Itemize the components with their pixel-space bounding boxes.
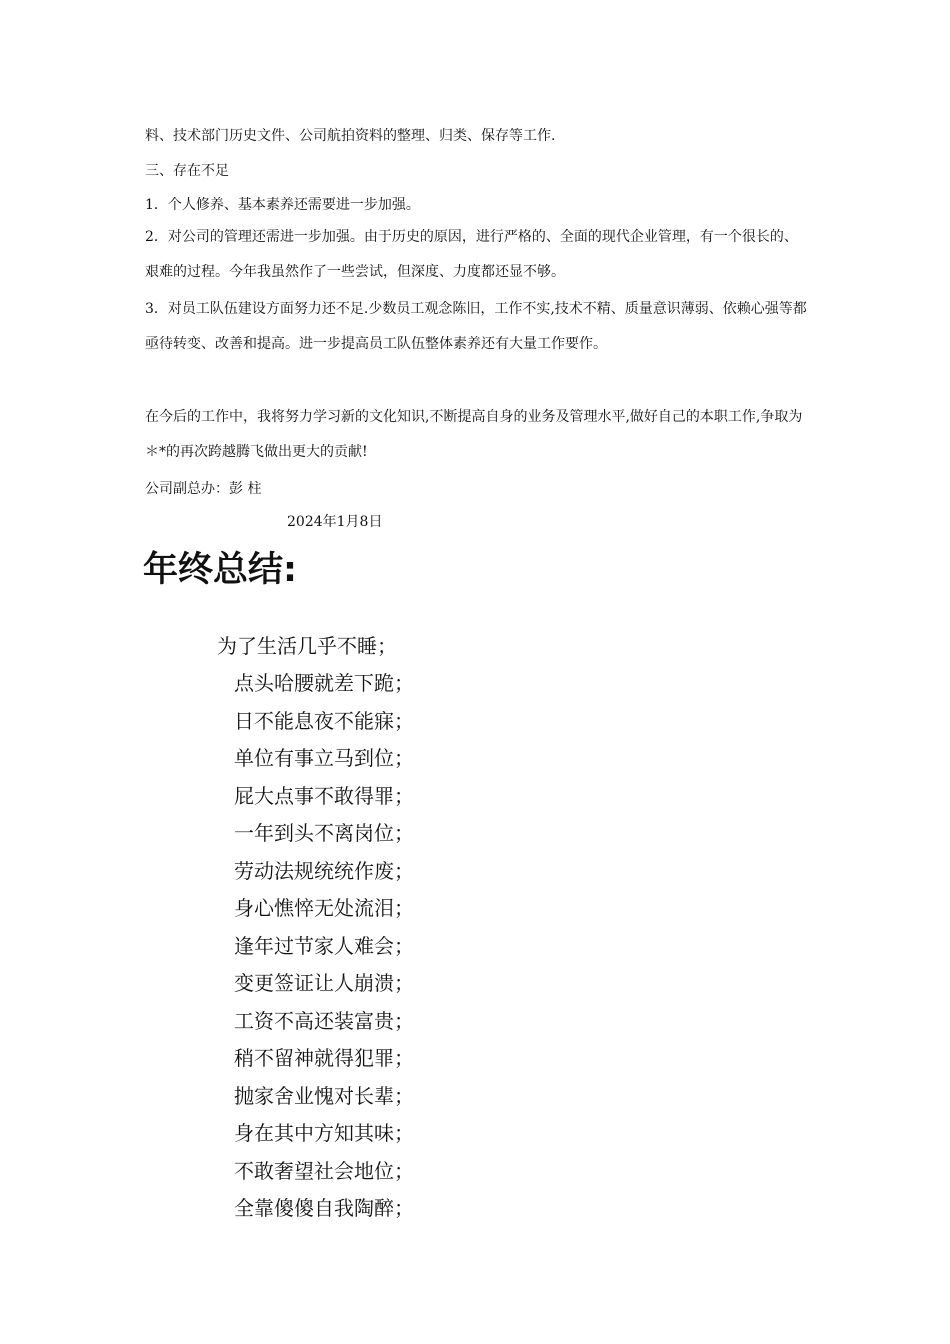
poem-line: 屁大点事不敢得罪； xyxy=(234,784,414,808)
poem-line: 点头哈腰就差下跪； xyxy=(234,671,414,695)
poem-line: 变更签证让人崩溃； xyxy=(234,971,414,995)
poem-line: 不敢奢望社会地位； xyxy=(234,1159,414,1183)
poem-line: 逢年过节家人难会； xyxy=(234,934,414,958)
poem-line: 全靠傻傻自我陶醉； xyxy=(234,1196,414,1220)
poem-line: 稍不留神就得犯罪； xyxy=(234,1046,414,1070)
poem-line: 劳动法规统统作废； xyxy=(234,859,414,883)
section-heading-shortcomings: 三、存在不足 xyxy=(145,163,229,179)
item-1: 1．个人修养、基本素养还需要进一步加强。 xyxy=(145,197,420,213)
document-date: 2024年1月8日 xyxy=(287,514,383,530)
poem-line: 工资不高还装富贵； xyxy=(234,1009,414,1033)
continuation-text: 料、技术部门历史文件、公司航拍资料的整理、归类、保存等工作. xyxy=(145,128,556,144)
closing-paragraph: 在今后的工作中，我将努力学习新的文化知识,不断提高自身的业务及管理水平,做好自己的本职工作,争取为＊*的再次跨越腾飞做出更大的贡献! xyxy=(145,409,803,460)
poem-line: 一年到头不离岗位； xyxy=(234,821,414,845)
poem-line: 身心憔悴无处流泪； xyxy=(234,896,414,920)
poem-line: 单位有事立马到位； xyxy=(234,746,414,770)
item-3: 3．对员工队伍建设方面努力还不足.少数员工观念陈旧，工作不实,技术不精、质量意识薄弱、依赖心强等都亟待转变、改善和提高。进一步提高员工队伍整体素养还有大量工作要作。 xyxy=(145,301,807,352)
poem-line: 抛家舍业愧对长辈； xyxy=(234,1084,414,1108)
item-2: 2．对公司的管理还需进一步加强。由于历史的原因，进行严格的、全面的现代企业管理，有一个很长的、艰难的过程。今年我虽然作了一些尝试，但深度、力度都还显不够。 xyxy=(145,229,798,280)
poem-line: 日不能息夜不能寐； xyxy=(234,709,414,733)
poem-line: 为了生活几乎不睡； xyxy=(217,634,397,658)
poem-line: 身在其中方知其味； xyxy=(234,1121,414,1145)
signature: 公司副总办：彭 柱 xyxy=(145,481,262,497)
summary-title: 年终总结: xyxy=(143,550,297,590)
